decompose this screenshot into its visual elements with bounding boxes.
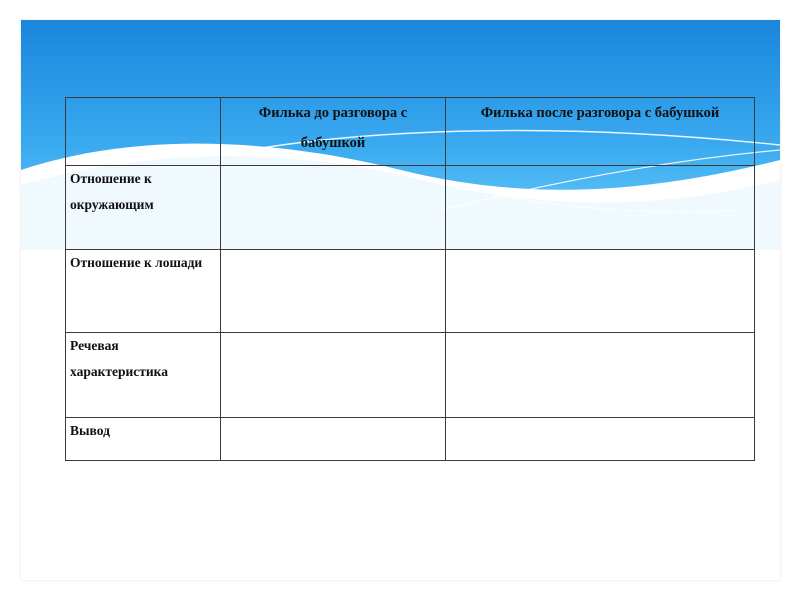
cell-after [446,418,755,461]
cell-before [221,166,446,250]
cell-after [446,250,755,333]
table-row [66,166,755,250]
row-label: Речевая характеристика [66,333,221,418]
row-label: Отношение к окружающим [66,166,221,250]
slide [21,20,780,580]
cell-before [221,418,446,461]
row-label: Вывод [66,418,221,461]
cell-before [221,333,446,418]
table-header-row [66,98,755,166]
corner-cell [66,98,221,166]
cell-after [446,166,755,250]
table-row [66,333,755,418]
cell-before [221,250,446,333]
table-row [66,250,755,333]
cell-after [446,333,755,418]
header-after: Филька после разговора с бабушкой [446,98,755,166]
table-row [66,418,755,461]
comparison-table [65,97,755,461]
header-before: Филька до разговора с бабушкой [221,98,446,166]
row-label: Отношение к лошади [66,250,221,333]
